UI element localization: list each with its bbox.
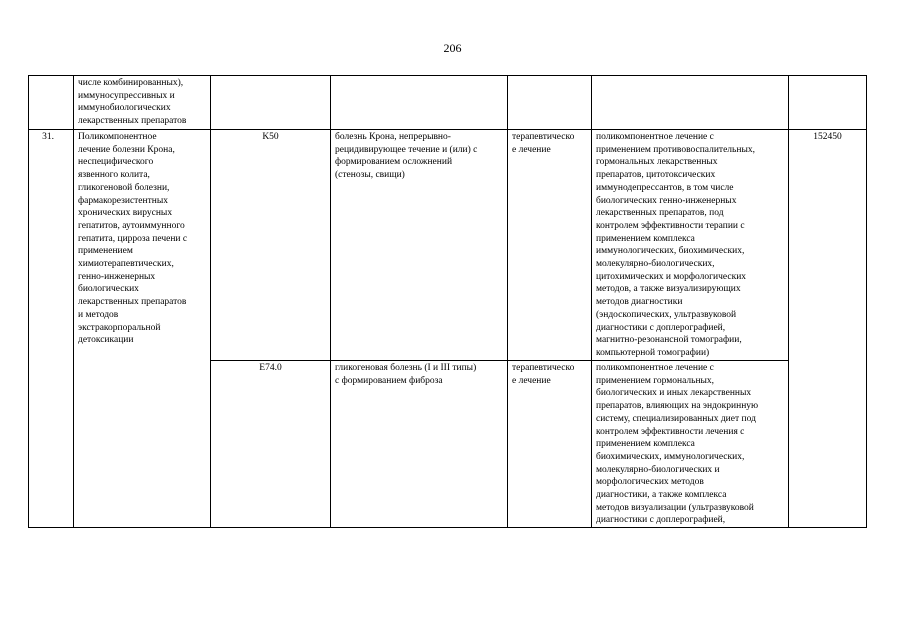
treatment-method-cell: [592, 130, 789, 361]
cost-cell: [789, 76, 867, 130]
treatment-table: [28, 75, 867, 528]
treatment-name-text: Поликомпонентное лечение болезни Крона, неспецифического язвенного колита, гликогеновой болезни, фармакорезистентных хронических вирусных гепатитов, аутоиммунного гепатита, цирроза печени с применением химиотерапевтических, генно-инженерных биологических лекарственных препаратов и методов экстракорпоральной детоксикации: [78, 132, 188, 346]
treatment-name-cell: [74, 130, 211, 528]
treatment-type-text: терапевтическо е лечение: [512, 363, 575, 386]
patient-model-cell: [331, 361, 508, 528]
treatment-type-cell: [508, 361, 592, 528]
treatment-type-text: терапевтическо е лечение: [512, 132, 575, 155]
table-row-k50: [29, 130, 867, 361]
diagnosis-code-cell: [211, 76, 331, 130]
treatment-method-cell: [592, 76, 789, 130]
treatment-name-cell: [74, 76, 211, 130]
patient-model-text: гликогеновая болезнь (I и III типы) с формированием фиброза: [335, 363, 477, 386]
cost-cell: 152450: [789, 130, 867, 528]
treatment-type-cell: [508, 130, 592, 361]
treatment-method-cell: [592, 361, 789, 528]
diagnosis-code-cell: K50: [211, 130, 331, 361]
page-number: 206: [443, 41, 462, 55]
treatment-name-text: числе комбинированных), иммуносупрессивных и иммунобиологических лекарственных препаратов: [78, 78, 187, 127]
row-number-cell: 31.: [29, 130, 74, 528]
patient-model-text: болезнь Крона, непрерывно- рецидивирующее течение и (или) с формированием осложнений (стенозы, свищи): [335, 132, 478, 181]
table-row-continuation: [29, 76, 867, 130]
diagnosis-code-cell: E74.0: [211, 361, 331, 528]
patient-model-cell: [331, 130, 508, 361]
treatment-method-text: поликомпонентное лечение с применением противовоспалительных, гормональных лекарственных препаратов, цитотоксических иммунодепрессантов, в том числе биологических генно-инженерных лекарственных препаратов, под контролем эффективности терапии с применением комплекса иммунологических, биохимических, молекулярно-биологических, цитохимических и морфологических методов, а также визуализирующих методов диагностики (эндоскопических, ультразвуковой диагностики с доплерографией, магнитно-резонансной томографии, компьютерной томографии): [596, 132, 755, 358]
row-number-cell: [29, 76, 74, 130]
treatment-method-text: поликомпонентное лечение с применением гормональных, биологических и иных лекарственных препаратов, влияющих на эндокринную систему, специализированных диет под контролем эффективности лечения с применением комплекса биохимических, иммунологических, молекулярно-биологических и морфологических методов диагностики, а также комплекса методов визуализации (ультразвуковой диагностики с доплерографией,: [596, 363, 759, 526]
treatment-type-cell: [508, 76, 592, 130]
patient-model-cell: [331, 76, 508, 130]
